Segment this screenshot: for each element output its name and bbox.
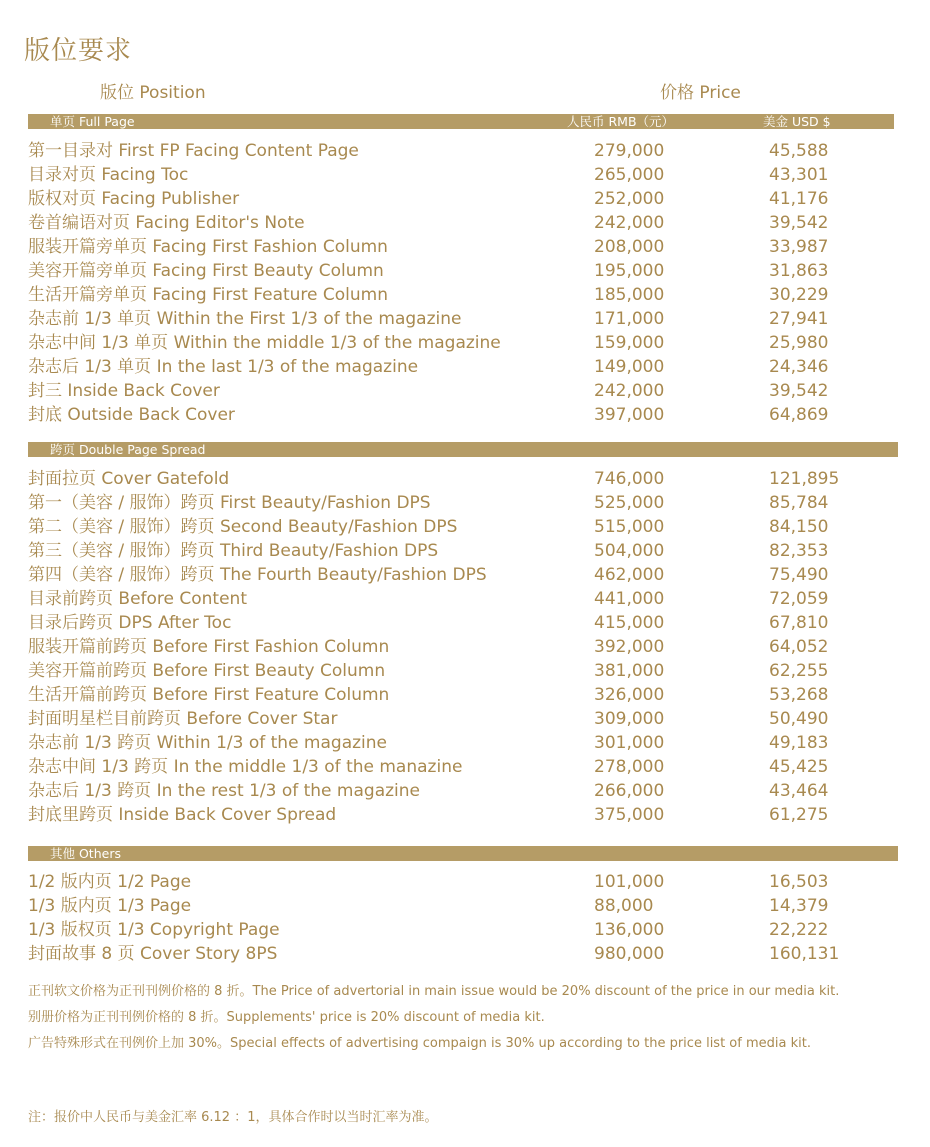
placement-name: 服装开篇旁单页 Facing First Fashion Column [28,237,388,257]
price-usd: 49,183 [769,733,829,753]
price-rmb: 392,000 [594,637,665,657]
price-usd: 64,869 [769,405,829,425]
price-usd: 27,941 [769,309,829,329]
price-usd: 14,379 [769,896,829,916]
price-rmb: 252,000 [594,189,665,209]
placement-name: 杂志中间 1/3 跨页 In the middle 1/3 of the manazine [28,757,463,777]
price-usd: 53,268 [769,685,829,705]
price-rmb: 159,000 [594,333,665,353]
note-supplements: 别册价格为正刊刊例价格的 8 折。Supplements' price is 20% discount of media kit. [28,1010,545,1025]
placement-name: 杂志前 1/3 跨页 Within 1/3 of the magazine [28,733,387,753]
placement-name: 封底 Outside Back Cover [28,405,235,425]
price-usd: 31,863 [769,261,829,281]
placement-name: 第二（美容 / 服饰）跨页 Second Beauty/Fashion DPS [28,517,458,537]
price-rmb: 326,000 [594,685,665,705]
placement-name: 卷首编语对页 Facing Editor's Note [28,213,305,233]
price-rmb: 515,000 [594,517,665,537]
placement-name: 杂志后 1/3 单页 In the last 1/3 of the magazine [28,357,419,377]
price-usd: 43,301 [769,165,829,185]
placement-name: 美容开篇旁单页 Facing First Beauty Column [28,261,384,281]
price-usd: 62,255 [769,661,829,681]
price-usd: 82,353 [769,541,829,561]
rmb-column-header: 人民币 RMB（元） [567,114,675,129]
placement-name: 第一（美容 / 服饰）跨页 First Beauty/Fashion DPS [28,493,431,513]
placement-name: 1/2 版内页 1/2 Page [28,872,192,892]
price-rmb: 195,000 [594,261,665,281]
placement-name: 封面故事 8 页 Cover Story 8PS [28,944,278,964]
price-usd: 16,503 [769,872,829,892]
section-label: 其他 Others [50,846,121,861]
placement-name: 目录前跨页 Before Content [28,589,247,609]
placement-name: 目录后跨页 DPS After Toc [28,613,232,633]
price-rmb: 504,000 [594,541,665,561]
placement-name: 生活开篇旁单页 Facing First Feature Column [28,285,389,305]
price-rmb: 185,000 [594,285,665,305]
price-usd: 41,176 [769,189,829,209]
section-band-full-page [28,114,894,129]
price-usd: 39,542 [769,213,829,233]
placement-name: 目录对页 Facing Toc [28,165,189,185]
price-rmb: 309,000 [594,709,665,729]
price-rmb: 441,000 [594,589,665,609]
placement-name: 版权对页 Facing Publisher [28,189,240,209]
price-rmb: 101,000 [594,872,665,892]
placement-name: 封三 Inside Back Cover [28,381,220,401]
usd-column-header: 美金 USD $ [763,114,831,129]
price-usd: 22,222 [769,920,829,940]
placement-name: 第三（美容 / 服饰）跨页 Third Beauty/Fashion DPS [28,541,439,561]
price-rmb: 242,000 [594,213,665,233]
placement-name: 杂志中间 1/3 单页 Within the middle 1/3 of the magazine [28,333,501,353]
price-usd: 45,588 [769,141,829,161]
price-usd: 61,275 [769,805,829,825]
price-usd: 45,425 [769,757,829,777]
section-label: 跨页 Double Page Spread [50,442,206,457]
price-rmb: 462,000 [594,565,665,585]
placement-name: 第一目录对 First FP Facing Content Page [28,141,359,161]
price-rmb: 265,000 [594,165,665,185]
price-usd: 160,131 [769,944,840,964]
price-usd: 75,490 [769,565,829,585]
price-rmb: 980,000 [594,944,665,964]
placement-name: 1/3 版内页 1/3 Page [28,896,192,916]
price-rmb: 301,000 [594,733,665,753]
placement-name: 生活开篇前跨页 Before First Feature Column [28,685,390,705]
placement-name: 封底里跨页 Inside Back Cover Spread [28,805,337,825]
placement-name: 美容开篇前跨页 Before First Beauty Column [28,661,386,681]
price-rmb: 278,000 [594,757,665,777]
price-rmb: 279,000 [594,141,665,161]
price-rmb: 242,000 [594,381,665,401]
price-rmb: 88,000 [594,896,654,916]
placement-name: 杂志前 1/3 单页 Within the First 1/3 of the magazine [28,309,462,329]
placement-name: 第四（美容 / 服饰）跨页 The Fourth Beauty/Fashion DPS [28,565,487,585]
column-header-position: 版位 Position [100,83,206,103]
price-rmb: 171,000 [594,309,665,329]
section-band-double-page-spread [28,442,898,457]
placement-name: 杂志后 1/3 跨页 In the rest 1/3 of the magazine [28,781,420,801]
price-usd: 84,150 [769,517,829,537]
price-usd: 85,784 [769,493,829,513]
price-usd: 67,810 [769,613,829,633]
price-usd: 43,464 [769,781,829,801]
price-usd: 30,229 [769,285,829,305]
price-usd: 33,987 [769,237,829,257]
price-rmb: 397,000 [594,405,665,425]
price-rmb: 136,000 [594,920,665,940]
placement-name: 封面明星栏目前跨页 Before Cover Star [28,709,338,729]
price-usd: 72,059 [769,589,829,609]
price-usd: 24,346 [769,357,829,377]
price-rmb: 149,000 [594,357,665,377]
column-header-price: 价格 Price [660,83,741,103]
price-rmb: 375,000 [594,805,665,825]
page-title: 版位要求 [24,36,133,66]
price-rmb: 525,000 [594,493,665,513]
price-rmb: 266,000 [594,781,665,801]
price-rmb: 415,000 [594,613,665,633]
section-band-others [28,846,898,861]
price-rmb: 746,000 [594,469,665,489]
price-usd: 39,542 [769,381,829,401]
notes [28,979,839,1057]
note-advertorial: 正刊软文价格为正刊刊例价格的 8 折。The Price of advertorial in main issue would be 20% discount of the price in our media kit. [28,984,840,999]
note-special-effects: 广告特殊形式在刊例价上加 30%。Special effects of advertising compaign is 30% up according to the price list of media kit. [28,1036,811,1051]
price-rmb: 381,000 [594,661,665,681]
exchange-rate-footnote: 注：报价中人民币与美金汇率 6.12 ：1，具体合作时以当时汇率为准。 [28,1110,438,1125]
price-usd: 50,490 [769,709,829,729]
price-usd: 25,980 [769,333,829,353]
placement-name: 1/3 版权页 1/3 Copyright Page [28,920,280,940]
placement-name: 服装开篇前跨页 Before First Fashion Column [28,637,390,657]
price-rmb: 208,000 [594,237,665,257]
placement-name: 封面拉页 Cover Gatefold [28,469,230,489]
section-label: 单页 Full Page [50,114,135,129]
price-usd: 121,895 [769,469,840,489]
price-usd: 64,052 [769,637,829,657]
